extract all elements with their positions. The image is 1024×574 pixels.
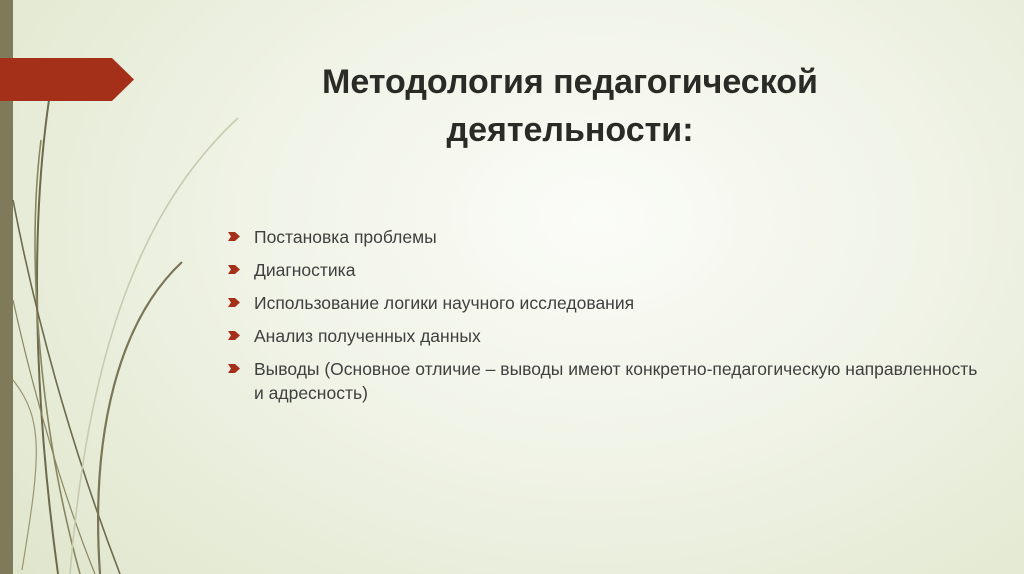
arrow-bullet-icon — [228, 330, 240, 341]
arrow-bullet-icon — [228, 264, 240, 275]
list-item-text: Диагностика — [254, 260, 356, 280]
title-line-1: Методология педагогической — [322, 63, 818, 101]
list-item-text: Анализ полученных данных — [254, 326, 481, 346]
list-item-text: Постановка проблемы — [254, 227, 437, 247]
list-item — [228, 225, 988, 249]
arrow-tab-icon — [0, 58, 134, 101]
list-item — [228, 357, 988, 405]
arrow-bullet-icon — [228, 231, 240, 242]
slide-title — [250, 58, 890, 154]
arrow-bullet-icon — [228, 297, 240, 308]
bullet-list — [228, 225, 988, 414]
list-item-text: Выводы (Основное отличие – выводы имеют конкретно-педагогическую направленность и адресность) — [254, 359, 978, 403]
list-item — [228, 324, 988, 348]
list-item — [228, 258, 988, 282]
arrow-bullet-icon — [228, 363, 240, 374]
title-line-2: деятельности: — [446, 111, 694, 149]
list-item — [228, 291, 988, 315]
list-item-text: Использование логики научного исследования — [254, 293, 635, 313]
